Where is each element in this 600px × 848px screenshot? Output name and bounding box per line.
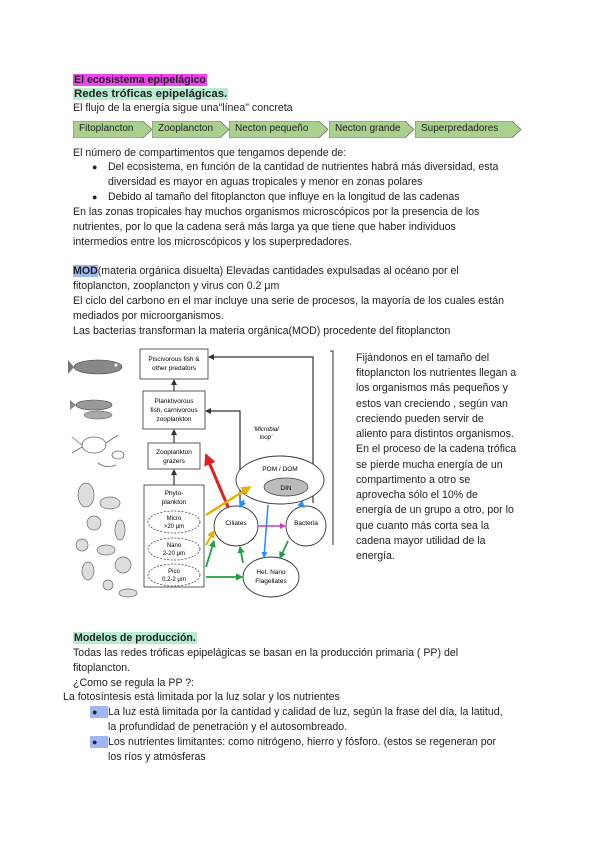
- fish-large-icon: [68, 360, 122, 374]
- bullet-text: diversidad es mayor en aguas tropicales y menor en zonas polares: [108, 176, 423, 188]
- flagellates-label: Flagellates: [255, 578, 287, 585]
- predators-box-label: other predators: [151, 365, 197, 372]
- bullet-text: La luz está limitada por la cantidad y calidad de luz, según la frase del día, la latitud,: [108, 706, 503, 718]
- side-text-line: se pierde mucha energía de un: [356, 459, 503, 471]
- tropical-text: intermedios entre los microscópicos y los superpredadores.: [73, 236, 353, 248]
- grazers-box-label: grazers: [163, 458, 185, 465]
- fish-small-icon: [70, 400, 112, 419]
- phytoplankton-sketch-icon: [76, 483, 137, 597]
- side-text-line: creciendo pueden servir de: [356, 413, 484, 425]
- bullet-text: Los nutrientes limitantes: como nitrógeno, hierro y fósforo. (estos se regeneran por: [108, 736, 497, 748]
- section2-text: ¿Como se regula la PP ?:: [73, 677, 195, 689]
- section2-text: La fotosíntesis está limitada por la luz solar y los nutrientes: [63, 691, 340, 703]
- side-text-line: energía de un grupo a otro, por lo: [356, 504, 514, 516]
- section-title: El ecosistema epipelágico: [74, 74, 206, 86]
- microbial-loop-label: loop': [259, 435, 273, 441]
- chain-step-superpredadores: Superpredadores: [415, 121, 522, 138]
- food-web-diagram: [68, 345, 350, 620]
- phyto-box-label: Phyto-: [164, 490, 184, 497]
- chain-step-necton-pequeno: Necton pequeño: [229, 121, 329, 138]
- phyto-box-label: plankton: [161, 499, 187, 506]
- tropical-text: nutrientes, por lo que la cadena será más larga ya que tiene que haber individuos: [73, 221, 456, 233]
- mod-text: El ciclo del carbono en el mar incluye una serie de procesos, la mayoría de los cuales están: [73, 295, 505, 307]
- side-text-line: Fijándonos en el tamaño del: [356, 352, 490, 364]
- green-arrow: [280, 541, 288, 558]
- flow-text: El flujo de la energía sigue una"línea" concreta: [73, 102, 293, 114]
- flagellates-label: Het. Nano: [256, 569, 286, 576]
- side-text-line: que cuanto más corta sea la: [356, 520, 490, 532]
- side-text-line: energía.: [356, 550, 395, 562]
- nano-label: Nano: [166, 543, 182, 549]
- nano-label: 2-20 μm: [162, 551, 186, 557]
- side-text-line: cadena mayor utilidad de la: [356, 535, 486, 547]
- bullet-dot: ●: [92, 162, 98, 172]
- planktivores-box-label: Planktivorous: [154, 398, 194, 405]
- planktivores-box-label: zooplankton: [156, 416, 192, 423]
- bullet-dot: ●: [92, 707, 98, 717]
- zooplankton-sketch-icon: [72, 435, 124, 467]
- side-text-line: aliento para distintos organismos.: [356, 428, 514, 440]
- bacteria-label: Bacteria: [294, 520, 318, 527]
- section2-text: fitoplancton.: [73, 662, 131, 674]
- side-text-line: fitoplancton los nutrientes llegan a: [356, 367, 517, 379]
- section2-text: Todas las redes tróficas epipelágicas se basan en la producción primaria ( PP) del: [73, 647, 459, 659]
- red-arrow: [206, 455, 228, 507]
- mod-text: fitoplancton, zooplancton y virus con 0.2 μm: [73, 280, 280, 292]
- chain-step-fitoplancton: Fitoplancton: [73, 121, 153, 138]
- section2-title: Modelos de producción.: [74, 632, 196, 644]
- bullet-dot: ●: [92, 737, 98, 747]
- bullet-text: Del ecosistema, en función de la cantidad de nutrientes habrá más diversidad, esta: [108, 161, 499, 173]
- chain-step-necton-grande: Necton grande: [329, 121, 415, 138]
- micro-label: Micro: [166, 516, 182, 522]
- bullet-text: los ríos y atmósferas: [108, 751, 206, 763]
- compartments-intro: El número de compartimentos que tengamos depende de:: [73, 147, 347, 159]
- predators-box-label: Piscivorous fish &: [148, 356, 200, 363]
- pico-label: Pico: [168, 569, 180, 575]
- microbial-loop-label: 'Microbial: [253, 427, 279, 433]
- section-subtitle: Redes tróficas epipelágicas.: [74, 88, 228, 100]
- chain-step-zooplancton: Zooplancton: [152, 121, 230, 138]
- bullet-dot: ●: [92, 192, 98, 202]
- din-label: DIN: [280, 485, 292, 492]
- side-text-line: compartimento a otro se: [356, 474, 471, 486]
- side-text-line: los organismos más pequeños y: [356, 382, 508, 394]
- mod-text: mediados por microorganismos.: [73, 310, 224, 322]
- mod-text: Las bacterias transforman la materia orgánica(MOD) procedente del fitoplancton: [73, 325, 451, 337]
- bullet-text: la profundidad de penetración y el autosombreado.: [108, 721, 348, 733]
- planktivores-box-label: fish, carnivorous: [150, 407, 198, 414]
- pico-label: 0.2-2 μm: [162, 577, 186, 583]
- mod-definition: MOD(materia orgánica disuelta) Elevadas cantidades expulsadas al océano por el: [73, 265, 459, 277]
- micro-label: >20 μm: [163, 524, 185, 530]
- ciliates-label: Ciliates: [225, 520, 247, 527]
- pom-dom-label: POM / DOM: [262, 466, 298, 473]
- side-text-line: aprovecha sólo el 10% de: [356, 489, 478, 501]
- tropical-text: En las zonas tropicales hay muchos organismos microscópicos por la presencia de los: [73, 206, 480, 218]
- grazers-box-label: Zooplankton: [156, 449, 192, 456]
- side-text-line: estos van creciendo , según van: [356, 398, 508, 410]
- side-text-line: En el proceso de la cadena trófica: [356, 443, 517, 455]
- bullet-text: Debido al tamaño del fitoplancton que influye en la longitud de las cadenas: [108, 191, 460, 203]
